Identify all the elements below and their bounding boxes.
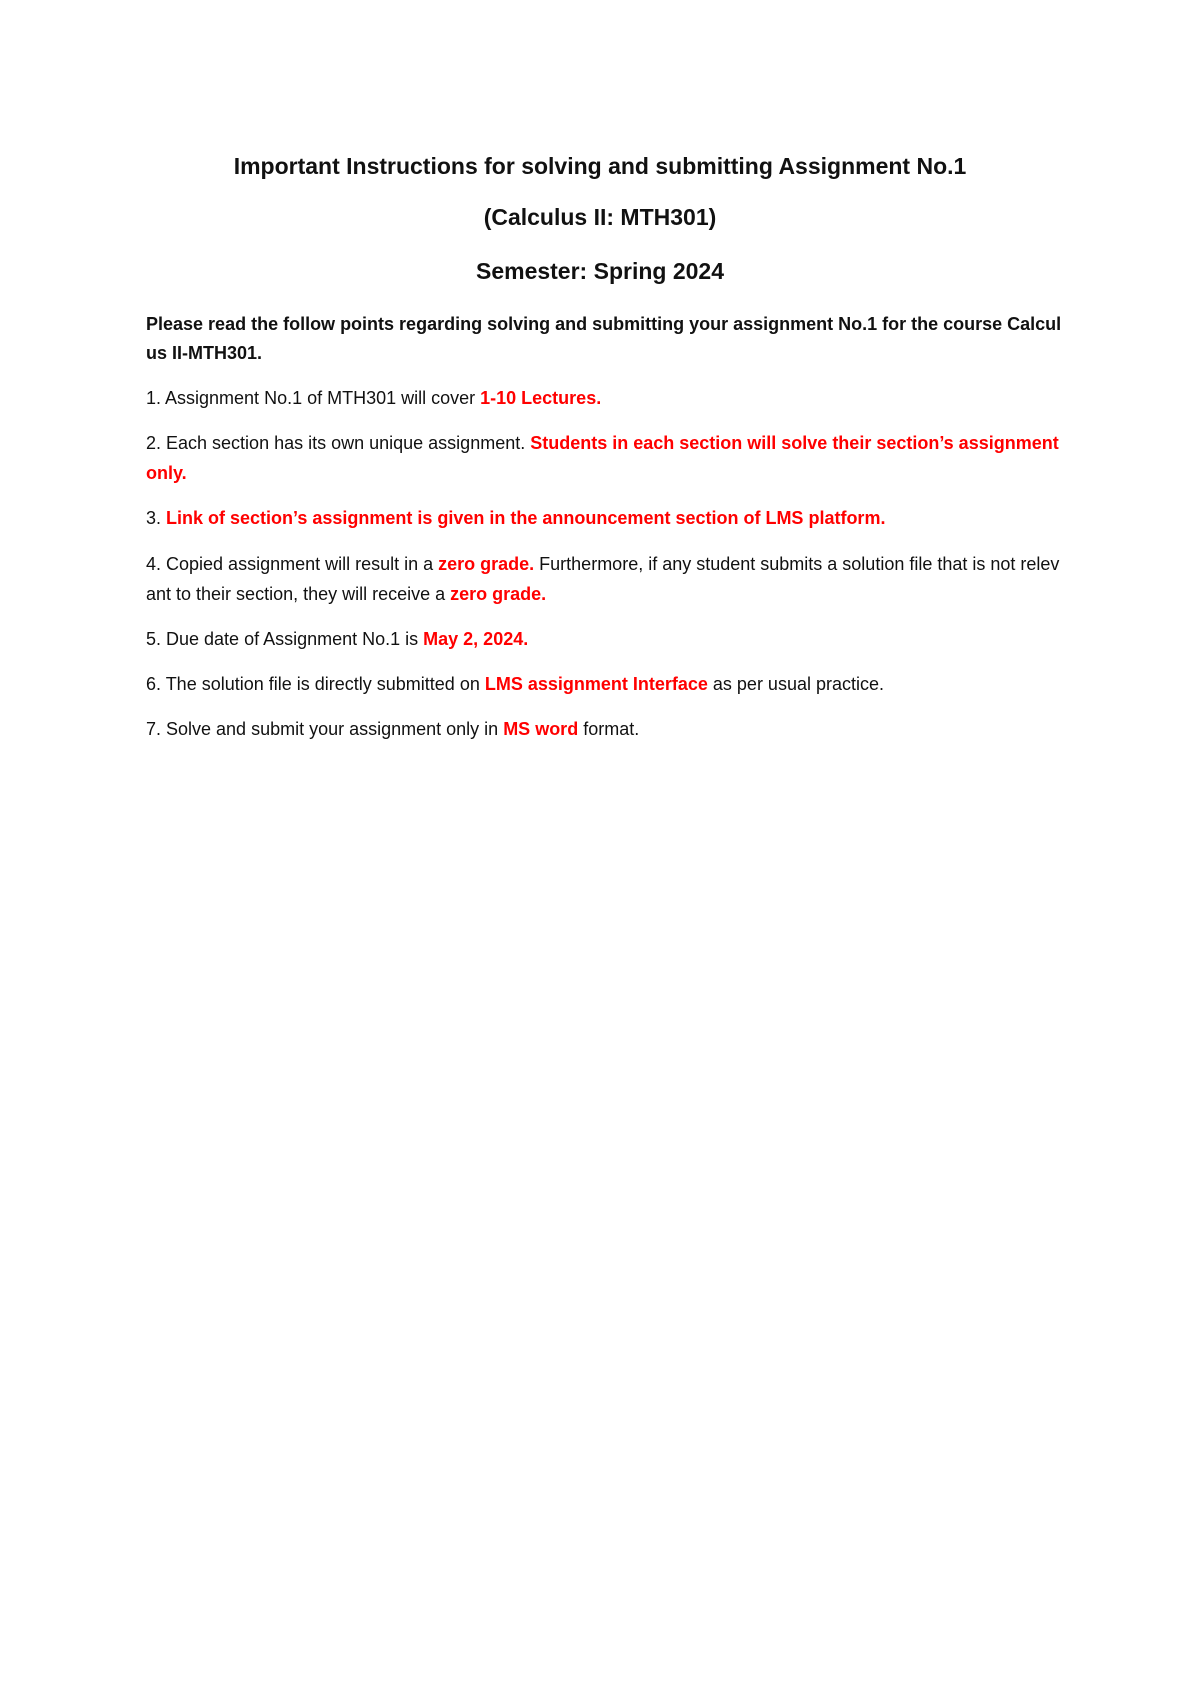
instruction-item-3 [146, 503, 1066, 533]
course-subtitle: (Calculus II: MTH301) [483, 204, 717, 230]
document-title: Important Instructions for solving and submitting Assignment No.1 [233, 153, 967, 179]
item-highlight: zero grade. [438, 554, 535, 574]
instruction-item-1 [146, 383, 1066, 413]
item-highlight: MS word [503, 719, 579, 739]
item-highlight: May 2, 2024. [423, 629, 529, 649]
item-number: 3. [146, 508, 167, 528]
intro-paragraph: Please read the follow points regarding solving and submitting your assignment No.1 for the course Calculus II-MTH301. [146, 314, 1062, 363]
item-highlight: Students in each section will solve their section’s assignment only. [146, 433, 1059, 483]
item-highlight: LMS assignment Interface [484, 674, 708, 694]
item-text: 5. Due date of Assignment No.1 is [146, 629, 424, 649]
item-text-middle: Furthermore, if any student submits a solution file that is not relevant to their section, they will receive a [146, 554, 1060, 604]
item-highlight-2: zero grade. [450, 584, 547, 604]
instruction-item-2 [146, 428, 1066, 488]
instruction-item-4 [146, 549, 1066, 609]
item-text: 6. The solution file is directly submitted on [146, 674, 485, 694]
item-text: 2. Each section has its own unique assignment. [146, 433, 531, 453]
item-text: 4. Copied assignment will result in a [146, 554, 439, 574]
instruction-item-5 [146, 624, 1066, 654]
item-text-after: format. [578, 719, 640, 739]
item-text: 1. Assignment No.1 of MTH301 will cover [146, 388, 481, 408]
item-highlight: Link of section’s assignment is given in the announcement section of LMS platform. [166, 508, 886, 528]
item-text: 7. Solve and submit your assignment only in [146, 719, 504, 739]
semester-subtitle: Semester: Spring 2024 [475, 258, 724, 284]
instruction-item-6 [146, 669, 1066, 699]
instruction-item-7 [146, 714, 1066, 744]
item-highlight: 1-10 Lectures. [480, 388, 602, 408]
item-text-after: as per usual practice. [707, 674, 884, 694]
